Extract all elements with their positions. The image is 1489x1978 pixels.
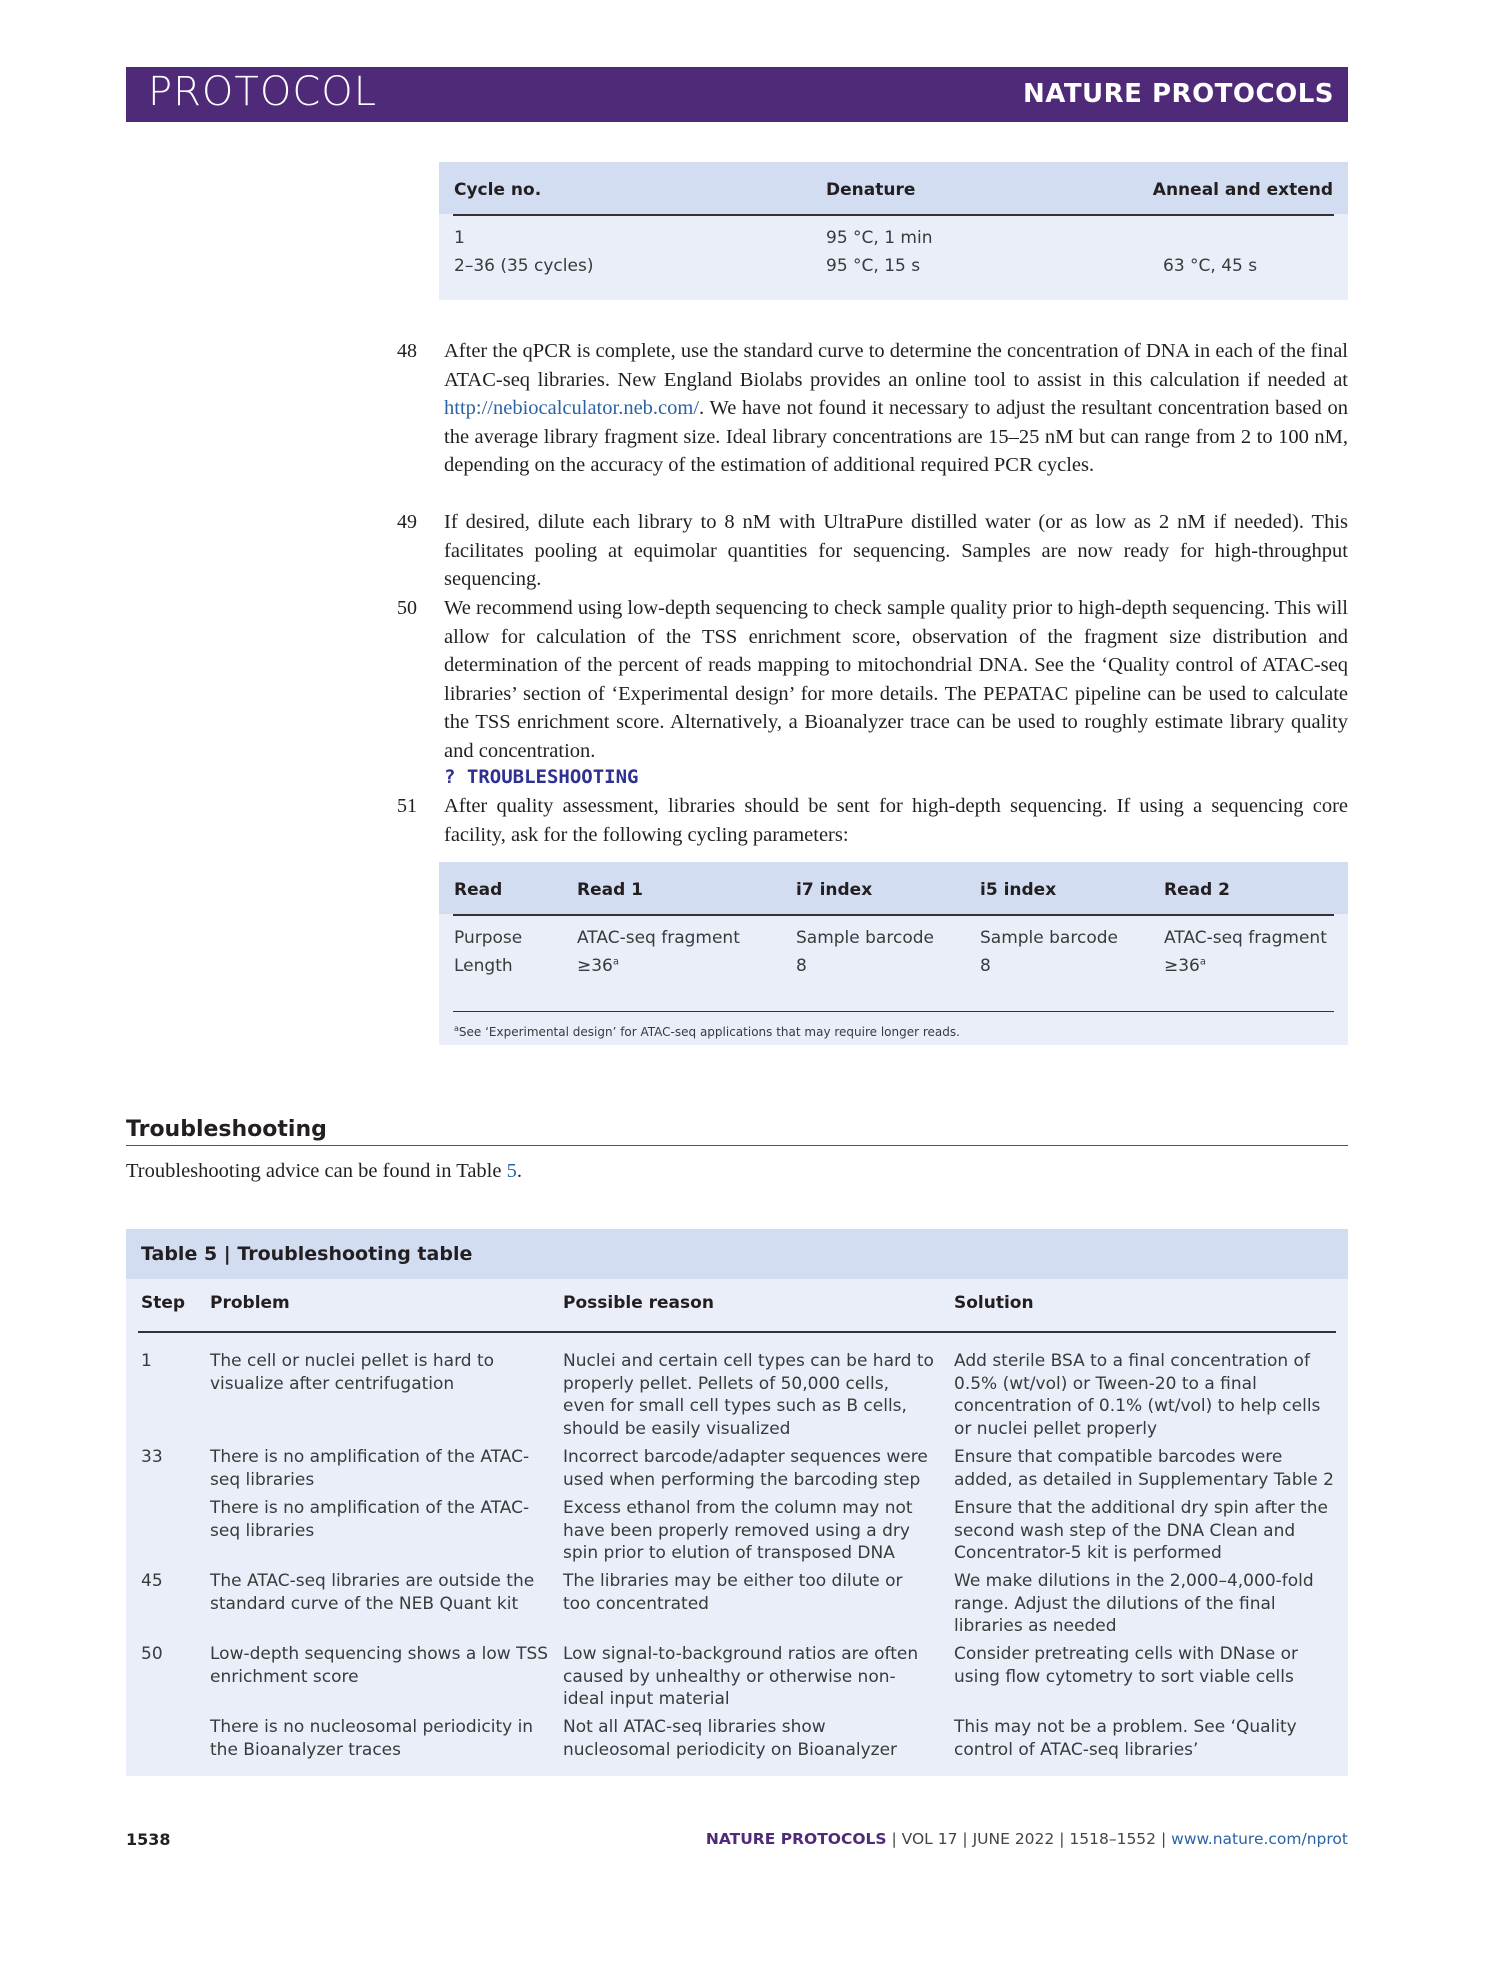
read-table	[439, 862, 1348, 1045]
t5-reason: Nuclei and certain cell types can be hard to properly pellet. Pellets of 50,000 cells, even for small cell types such as B cells, should be easily visualized	[563, 1351, 934, 1439]
cycle-cell: 63 °C, 45 s	[1163, 256, 1258, 276]
article-type-label: PROTOCOL	[148, 69, 378, 115]
step-49-text: If desired, dilute each library to 8 nM with UltraPure distilled water (or as low as 2 nM if needed). This facilitates pooling at equimolar quantities for sequencing. Samples are now ready for high-throughput sequencing.	[444, 511, 1348, 590]
t5-header-reason: Possible reason	[563, 1293, 714, 1313]
footer-citation: NATURE PROTOCOLS | VOL 17 | JUNE 2022 | 1518–1552 | www.nature.com/nprot	[705, 1830, 1348, 1848]
read-header-rule	[453, 914, 1334, 916]
cycle-cell: 95 °C, 1 min	[826, 228, 933, 248]
read-cell: Sample barcode	[980, 928, 1118, 948]
read-cell: $\ge 36^a$	[577, 956, 620, 976]
read-cell: ATAC-seq fragment	[1164, 928, 1327, 948]
table5-caption: Table 5 | Troubleshooting table	[141, 1243, 473, 1265]
read-cell: Purpose	[454, 928, 523, 948]
t5-problem: The cell or nuclei pellet is hard to visualize after centrifugation	[210, 1351, 495, 1394]
t5-solution: This may not be a problem. See ‘Quality control of ATAC-seq libraries’	[954, 1717, 1297, 1760]
cycle-header-denature: Denature	[826, 180, 916, 200]
t5-step: 50	[141, 1644, 163, 1664]
t5-problem: The ATAC-seq libraries are outside the standard curve of the NEB Quant kit	[210, 1571, 535, 1614]
read-table-footnote: $^a$See ‘Experimental design’ for ATAC-seq applications that may require longer reads.	[454, 1024, 960, 1039]
t5-reason: The libraries may be either too dilute or too concentrated	[563, 1571, 903, 1614]
t5-reason: Not all ATAC-seq libraries show nucleosomal periodicity on Bioanalyzer	[563, 1717, 898, 1760]
footer-journal: NATURE PROTOCOLS	[705, 1830, 887, 1848]
cycle-cell: 1	[454, 228, 465, 248]
step-51-text: After quality assessment, libraries should be sent for high-depth sequencing. If using a sequencing core facility, ask for the following cycling parameters:	[444, 795, 1348, 846]
t5-step: 33	[141, 1447, 163, 1467]
read-cell: 8	[796, 956, 807, 976]
cycle-header-cycle: Cycle no.	[454, 180, 542, 200]
journal-url-link[interactable]: www.nature.com/nprot	[1171, 1830, 1348, 1848]
cycle-header-anneal: Anneal and extend	[1152, 180, 1333, 200]
t5-solution: Ensure that compatible barcodes were added, as detailed in Supplementary Table 2	[954, 1447, 1334, 1490]
t5-reason: Low signal-to-background ratios are often caused by unhealthy or otherwise non-ideal input material	[563, 1644, 919, 1709]
read-header: Read 2	[1164, 880, 1231, 900]
step-50-text: We recommend using low-depth sequencing to check sample quality prior to high-depth sequencing. This will allow for calculation of the TSS enrichment score, observation of the fragment size distribution and determination of the percent of reads mapping to mitochondrial DNA. See the ‘Quality control of ATAC-seq libraries’ section of ‘Experimental design’ for more details. The PEPATAC pipeline can be used to calculate the TSS enrichment score. Alternatively, a Bioanalyzer trace can be used to roughly estimate library quality and concentration.	[444, 597, 1348, 762]
read-header: i7 index	[796, 880, 873, 900]
t5-problem: Low-depth sequencing shows a low TSS enrichment score	[210, 1644, 549, 1687]
journal-name: NATURE PROTOCOLS	[1022, 79, 1334, 109]
t5-problem: There is no amplification of the ATAC-seq libraries	[210, 1447, 530, 1490]
read-header: Read 1	[577, 880, 644, 900]
read-cell: Sample barcode	[796, 928, 934, 948]
t5-header-step: Step	[141, 1293, 186, 1313]
read-footer-rule	[453, 1011, 1334, 1012]
journal-header-band	[126, 67, 1348, 122]
section-rule	[126, 1145, 1348, 1146]
t5-header-rule	[138, 1331, 1336, 1333]
cycle-cell: 95 °C, 15 s	[826, 256, 921, 276]
troubleshooting-link[interactable]: ? TROUBLESHOOTING	[444, 766, 639, 788]
cycle-cell: 2–36 (35 cycles)	[454, 256, 594, 276]
cycle-table	[439, 162, 1348, 300]
t5-solution: We make dilutions in the 2,000–4,000-fold range. Adjust the dilutions of the final libraries as needed	[954, 1571, 1314, 1636]
read-cell: 8	[980, 956, 991, 976]
t5-solution: Add sterile BSA to a final concentration of 0.5% (wt/vol) or Tween-20 to a final concentration of 0.1% (wt/vol) to help cells or nuclei pellet properly	[954, 1351, 1321, 1439]
t5-reason: Excess ethanol from the column may not have been properly removed using a dry spin prior to elution of transposed DNA	[563, 1498, 913, 1563]
step-number: 51	[397, 795, 417, 817]
step-number: 49	[397, 511, 417, 533]
section-title: Troubleshooting	[126, 1117, 327, 1142]
t5-problem: There is no amplification of the ATAC-seq libraries	[210, 1498, 530, 1541]
nebiocalculator-link[interactable]: http://nebiocalculator.neb.com/	[444, 397, 700, 419]
t5-step: 1	[141, 1351, 152, 1371]
table5-link[interactable]: 5	[506, 1160, 517, 1182]
t5-problem: There is no nucleosomal periodicity in the Bioanalyzer traces	[210, 1717, 534, 1760]
step-number: 50	[397, 597, 417, 619]
troubleshooting-table	[126, 1229, 1348, 1776]
read-header: Read	[454, 880, 503, 900]
read-cell: Length	[454, 956, 513, 976]
read-cell: ATAC-seq fragment	[577, 928, 740, 948]
t5-header-solution: Solution	[954, 1293, 1034, 1313]
t5-solution: Ensure that the additional dry spin after the second wash step of the DNA Clean and Concentrator-5 kit is performed	[954, 1498, 1328, 1563]
read-header: i5 index	[980, 880, 1057, 900]
t5-solution: Consider pretreating cells with DNase or using flow cytometry to sort viable cells	[954, 1644, 1298, 1687]
t5-header-problem: Problem	[210, 1293, 290, 1313]
page-number: 1538	[126, 1830, 171, 1849]
step-48-text: After the qPCR is complete, use the standard curve to determine the concentration of DNA in each of the final ATAC-seq libraries. New England Biolabs provides an online tool to assist in this calculation if needed at http://nebiocalculator.neb.com/. We have not found it necessary to adjust the resultant concentration based on the average library fragment size. Ideal library concentrations are 15–25 nM but can range from 2 to 100 nM, depending on the accuracy of the estimation of additional required PCR cycles.	[444, 340, 1348, 476]
read-cell: $\ge 36^a$	[1164, 956, 1207, 976]
t5-reason: Incorrect barcode/adapter sequences were used when performing the barcoding step	[563, 1447, 928, 1490]
cycle-header-rule	[453, 214, 1334, 216]
troubleshooting-intro: Troubleshooting advice can be found in Table 5.	[126, 1160, 522, 1182]
step-number: 48	[397, 340, 417, 362]
t5-step: 45	[141, 1571, 163, 1591]
